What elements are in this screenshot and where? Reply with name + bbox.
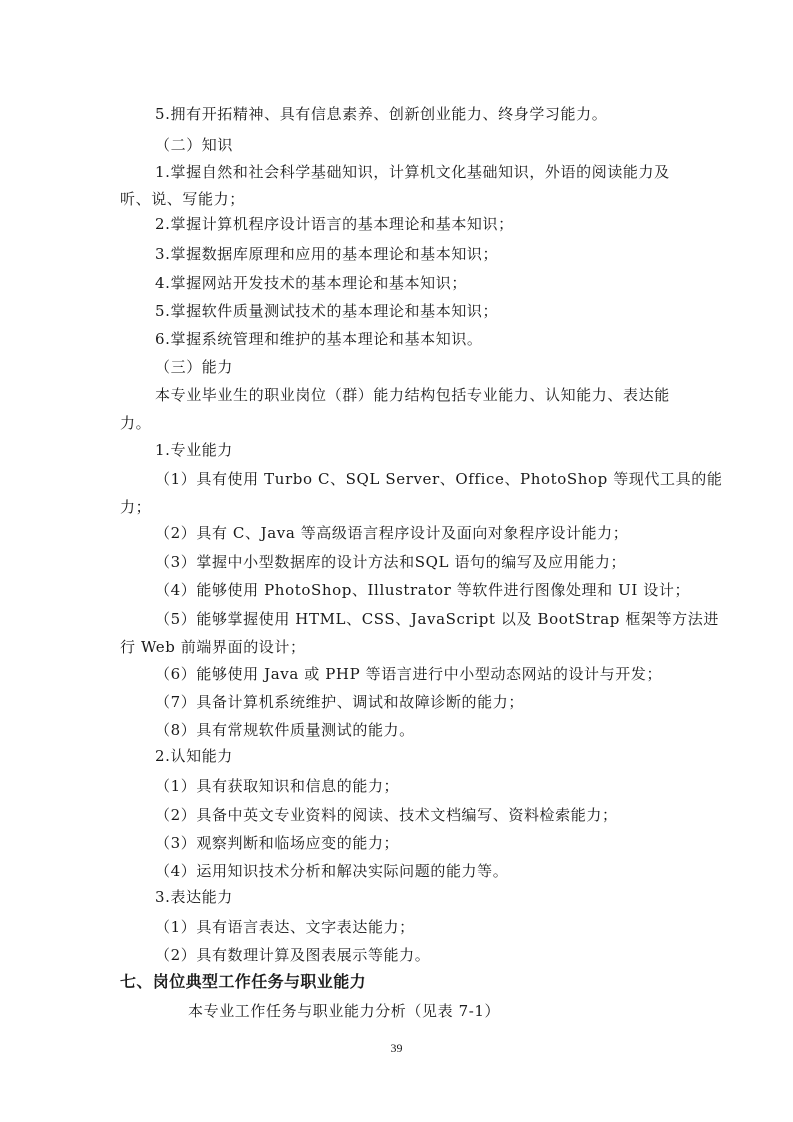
text-line: 6.掌握系统管理和维护的基本理论和基本知识。 bbox=[155, 330, 483, 348]
text-line: 行 Web 前端界面的设计； bbox=[120, 638, 306, 656]
chapter-heading: 七、岗位典型工作任务与职业能力 bbox=[120, 972, 367, 991]
text-line: 4.掌握网站开发技术的基本理论和基本知识； bbox=[155, 274, 467, 292]
text-line: 2.掌握计算机程序设计语言的基本理论和基本知识； bbox=[155, 215, 514, 233]
page-number: 39 bbox=[390, 1041, 403, 1055]
section-heading-knowledge: （二）知识 bbox=[155, 136, 234, 154]
text-line: 3.掌握数据库原理和应用的基本理论和基本知识； bbox=[155, 245, 499, 263]
list-item: （1）具有获取知识和信息的能力； bbox=[155, 777, 400, 795]
subheading-professional-ability: 1.专业能力 bbox=[155, 441, 233, 459]
list-item: （5）能够掌握使用 HTML、CSS、JavaScript 以及 BootStrap 框架等方法进 bbox=[155, 610, 719, 628]
list-item: （3）掌握中小型数据库的设计方法和SQL 语句的编写及应用能力； bbox=[155, 553, 627, 571]
subheading-expression-ability: 3.表达能力 bbox=[155, 888, 233, 906]
text-line: 听、说、写能力； bbox=[120, 190, 245, 208]
list-item: （6）能够使用 Java 或 PHP 等语言进行中小型动态网站的设计与开发； bbox=[155, 665, 663, 683]
list-item: （7）具备计算机系统维护、调试和故障诊断的能力； bbox=[155, 693, 524, 711]
list-item: （3）观察判断和临场应变的能力； bbox=[155, 834, 400, 852]
text-line: 本专业毕业生的职业岗位（群）能力结构包括专业能力、认知能力、表达能 bbox=[155, 386, 670, 404]
list-item: （8）具有常规软件质量测试的能力。 bbox=[155, 721, 415, 739]
list-item: （2）具有数理计算及图表展示等能力。 bbox=[155, 946, 431, 964]
section-heading-ability: （三）能力 bbox=[155, 358, 234, 376]
list-item: （2）具备中英文专业资料的阅读、技术文档编写、资料检索能力； bbox=[155, 806, 618, 824]
text-line: 力。 bbox=[120, 414, 152, 432]
text-line: 5.掌握软件质量测试技术的基本理论和基本知识； bbox=[155, 302, 499, 320]
text-line: 1.掌握自然和社会科学基础知识，计算机文化基础知识，外语的阅读能力及 bbox=[155, 163, 670, 181]
subheading-cognitive-ability: 2.认知能力 bbox=[155, 747, 233, 765]
text-line: 5.拥有开拓精神、具有信息素养、创新创业能力、终身学习能力。 bbox=[155, 105, 608, 123]
list-item: （1）具有使用 Turbo C、SQL Server、Office、PhotoShop 等现代工具的能 bbox=[155, 470, 723, 488]
list-item: （4）能够使用 PhotoShop、Illustrator 等软件进行图像处理和 UI 设计； bbox=[155, 581, 691, 599]
text-line: 本专业工作任务与职业能力分析（见表 7-1） bbox=[188, 1002, 501, 1020]
list-item: （1）具有语言表达、文字表达能力； bbox=[155, 918, 415, 936]
text-line: 力； bbox=[120, 498, 152, 516]
list-item: （4）运用知识技术分析和解决实际问题的能力等。 bbox=[155, 862, 509, 880]
list-item: （2）具有 C、Java 等高级语言程序设计及面向对象程序设计能力； bbox=[155, 524, 629, 542]
